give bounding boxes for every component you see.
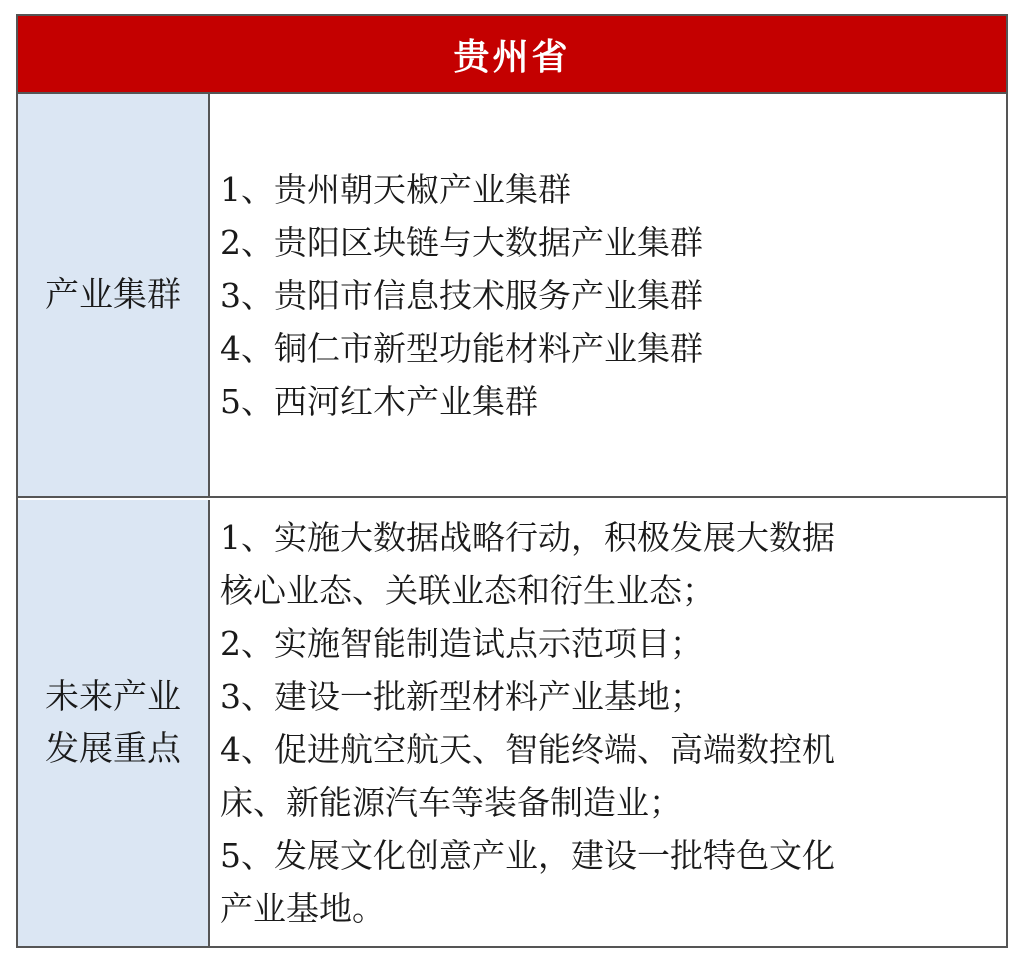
- list-item: 5、发展文化创意产业，建设一批特色文化: [220, 836, 835, 875]
- row-future-focus: [18, 500, 1006, 946]
- row-label-line: 发展重点: [45, 729, 181, 769]
- list-item: 1、实施大数据战略行动，积极发展大数据: [220, 518, 835, 557]
- list-item: 床、新能源汽车等装备制造业；: [220, 783, 682, 822]
- row-content-future-focus: [210, 500, 1006, 946]
- list-item: 4、铜仁市新型功能材料产业集群: [220, 328, 703, 368]
- list-item: 产业基地。: [220, 889, 385, 928]
- list-item: 1、贵州朝天椒产业集群: [220, 169, 571, 209]
- list-item: 2、实施智能制造试点示范项目；: [220, 624, 703, 663]
- list-item: 3、贵阳市信息技术服务产业集群: [220, 275, 703, 315]
- list-item: 4、促进航空航天、智能终端、高端数控机: [220, 730, 835, 769]
- list-item: 核心业态、关联业态和衍生业态；: [220, 571, 715, 610]
- row-label-line: 未来产业: [45, 677, 181, 717]
- list-item: 2、贵阳区块链与大数据产业集群: [220, 222, 703, 262]
- row-label-cell: [18, 94, 210, 496]
- list-item: 3、建设一批新型材料产业基地；: [220, 677, 703, 716]
- row-label-future-focus: [28, 671, 198, 775]
- table-title: 贵州省: [18, 16, 1006, 94]
- row-content-industry-clusters: [210, 94, 1006, 496]
- province-table: [16, 14, 1008, 948]
- list-item: 5、西河红木产业集群: [220, 381, 538, 421]
- row-industry-clusters: [18, 94, 1006, 498]
- row-label-cell: [18, 500, 210, 946]
- row-label-industry-clusters: 产业集群: [45, 275, 181, 315]
